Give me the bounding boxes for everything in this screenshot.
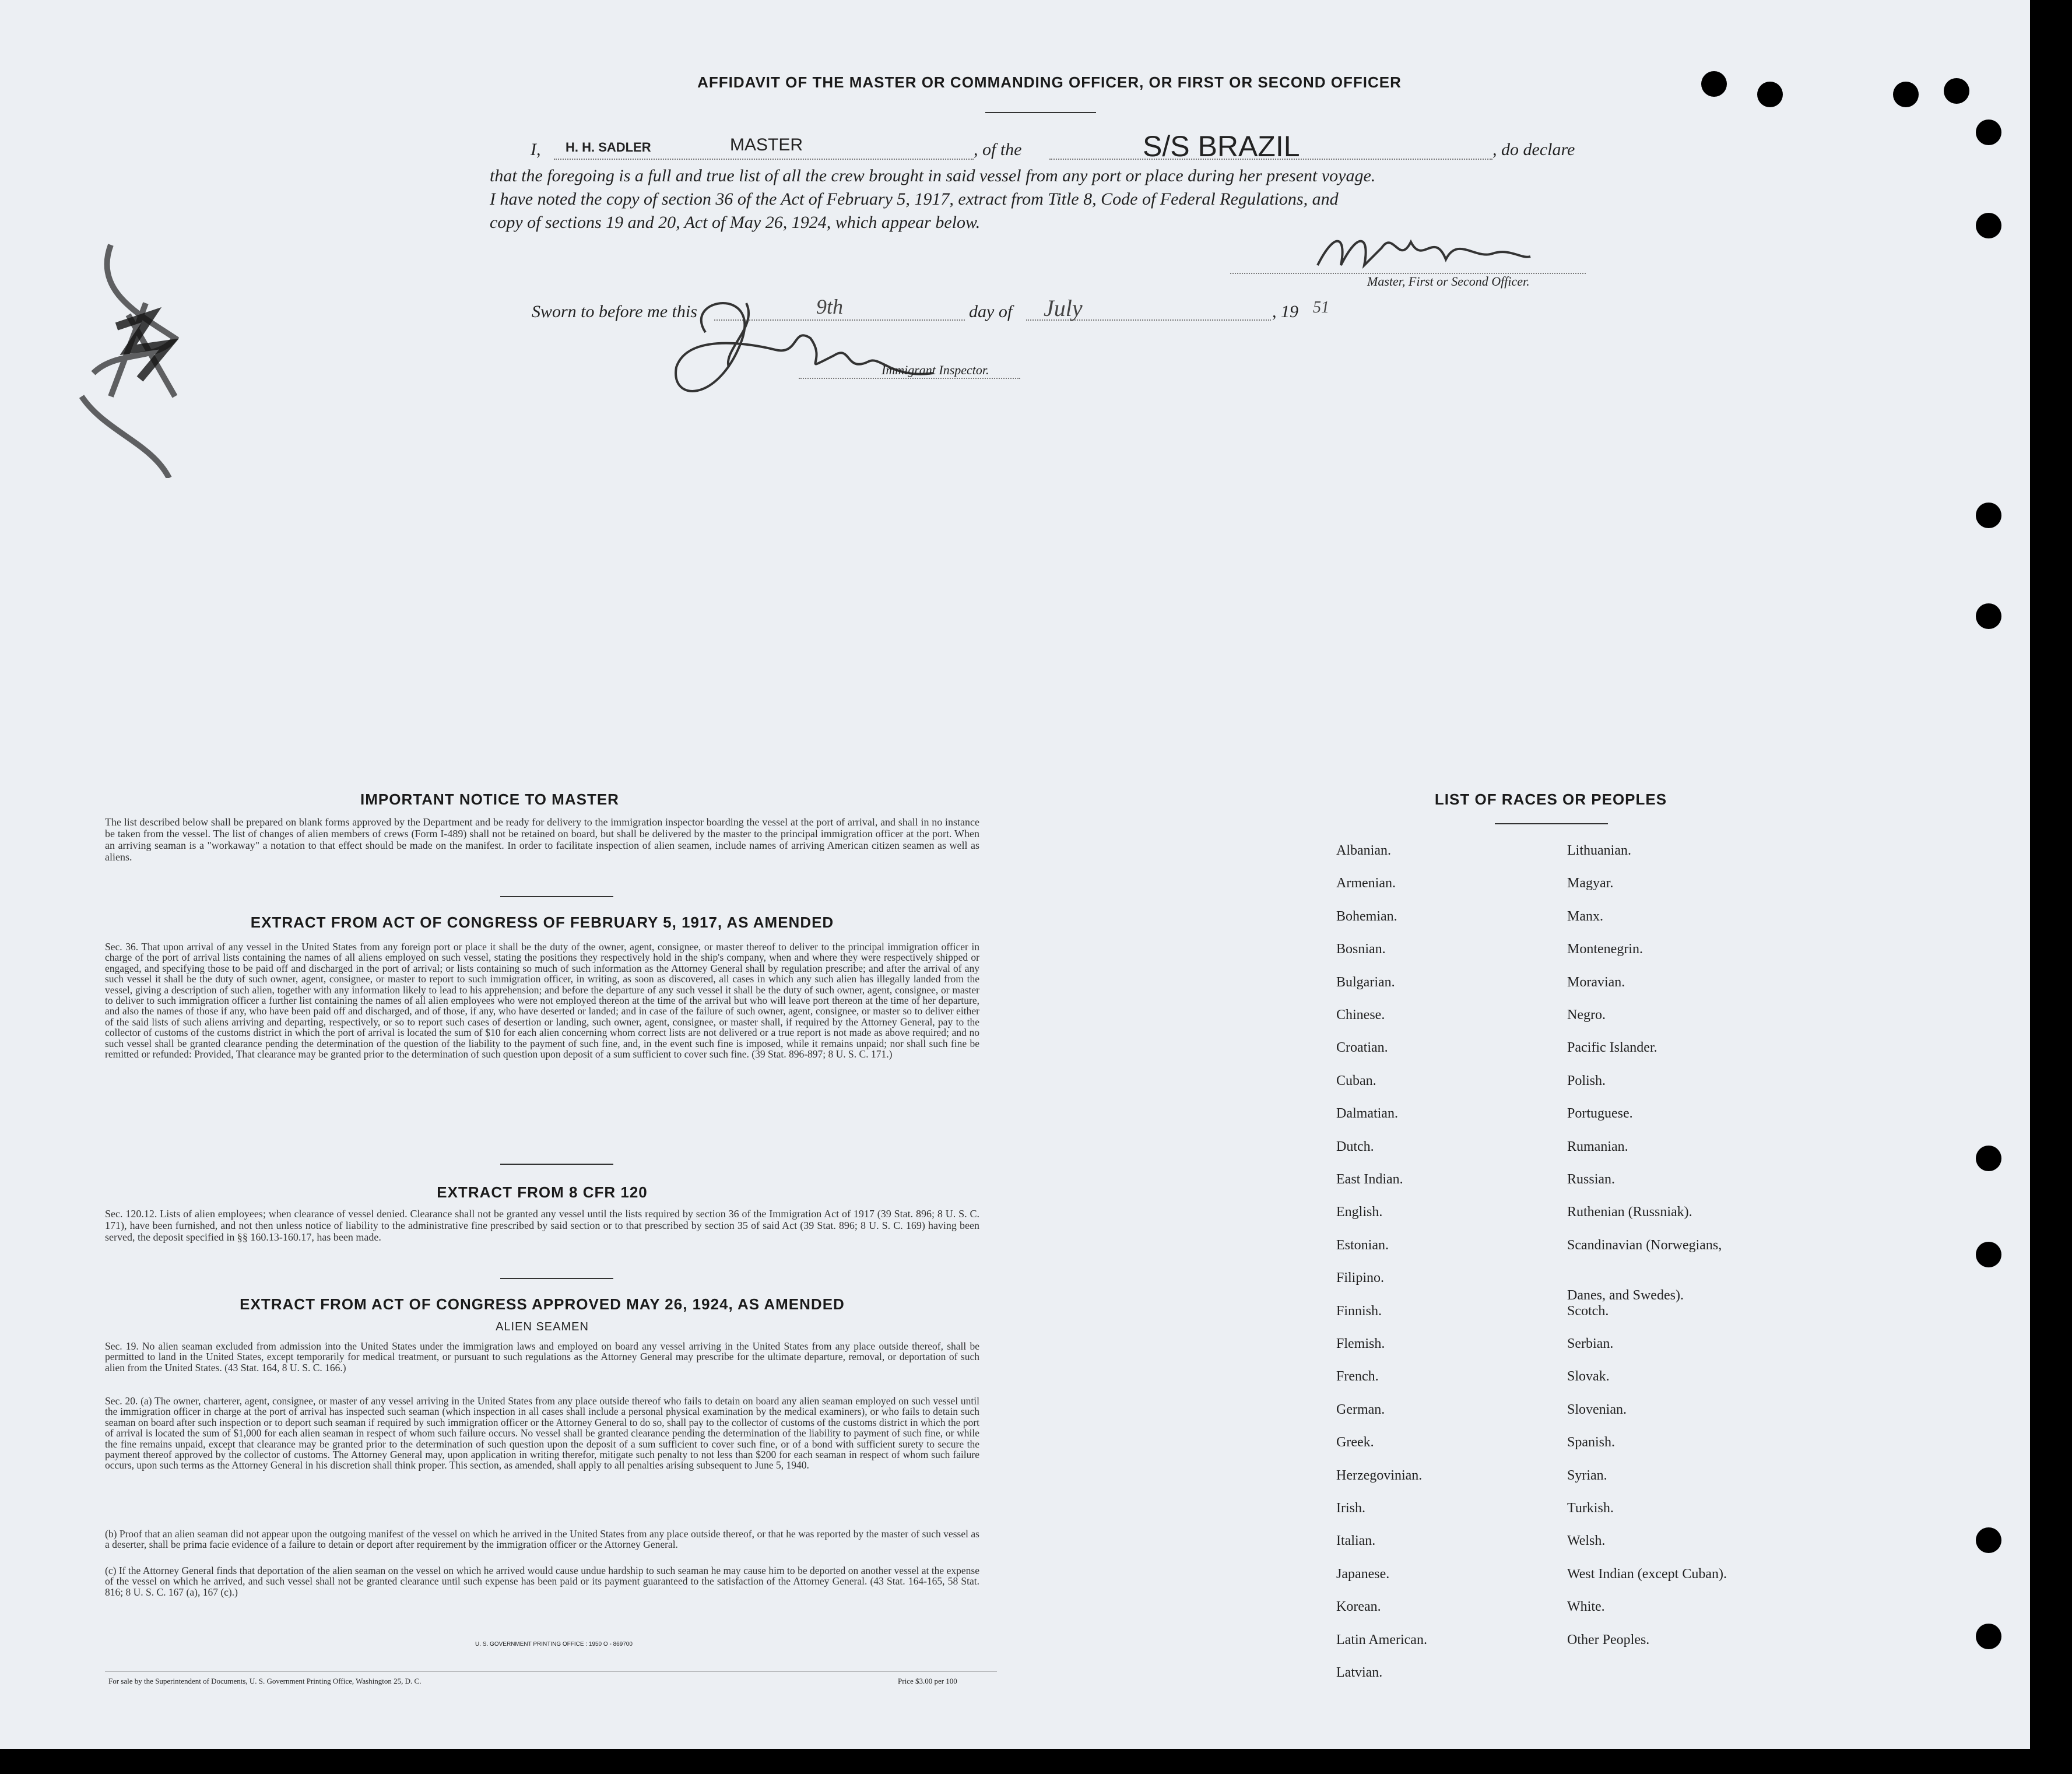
race-item: East Indian. xyxy=(1336,1172,1403,1187)
race-item: Bulgarian. xyxy=(1336,974,1395,990)
punch-hole xyxy=(1893,82,1919,107)
race-item: Turkish. xyxy=(1567,1501,1614,1516)
race-item: Lithuanian. xyxy=(1567,843,1631,858)
sworn-month: July xyxy=(1044,295,1083,321)
extract-1917-title: EXTRACT FROM ACT OF CONGRESS OF FEBRUARY 5, 1917, AS AMENDED xyxy=(250,914,834,931)
notice-title: IMPORTANT NOTICE TO MASTER xyxy=(360,791,619,808)
extract-1924-para-4: (c) If the Attorney General finds that deportation of the alien seaman on the vessel on which he arrived would cause undue hardship to such seaman he may cause him to be deported on another vessel at the expense of the vessel on which he arrived, and such vessel shall not be granted clearance until such expense has been paid or its payment guaranteed to the satisfaction of the Attorney General. (43 Stat. 164-165, 58 Stat. 816; 8 U. S. C. 167 (a), 167 (c).) xyxy=(105,1565,979,1598)
master-signature xyxy=(1312,224,1533,277)
race-item: Estonian. xyxy=(1336,1237,1389,1253)
race-item: Japanese. xyxy=(1336,1566,1390,1582)
race-item: Negro. xyxy=(1567,1007,1606,1023)
affidavit-line-2: that the foregoing is a full and true list of all the crew brought in said vessel from any port or place during her present voyage. xyxy=(490,166,1376,185)
race-item: Scandinavian (Norwegians, xyxy=(1567,1237,1722,1253)
race-item: Polish. xyxy=(1567,1073,1606,1088)
race-item: Other Peoples. xyxy=(1567,1632,1650,1647)
race-item: Magyar. xyxy=(1567,876,1614,891)
race-item: Croatian. xyxy=(1336,1040,1388,1056)
race-item: Serbian. xyxy=(1567,1336,1614,1351)
race-item: Dalmatian. xyxy=(1336,1106,1398,1122)
punch-hole xyxy=(1701,71,1727,97)
extract-1924-para-2: Sec. 20. (a) The owner, charterer, agent, consignee, or master of any vessel arriving in the United States from any place outside thereof who fails to detain on board any alien seaman employed on such vessel until the immigration officer in charge at the port of arrival has inspected such seaman (which inspection in all cases shall include a personal physical examination by the medical examiners), or who fails to detain such seaman on board after such inspection or to deport such seaman if required by such immigration officer or the Attorney General to do so, shall pay to the collector of customs of the customs district in which the port of arrival is located the sum of $1,000 for each alien seaman in respect of whom such failure occurs. No vessel shall be granted clearance pending the determination of the liability to payment of such fine, or while the fine remains unpaid, except that clearance may be granted prior to the determination of such question upon the deposit of a sum sufficient to cover such fine, or of a bond with sufficient surety to secure the payment thereof approved by the collector of customs. The Attorney General may, upon application in writing therefor, mitigate such penalty to not less than $200 for each seaman in respect of whom such failure occurs, upon such terms as the Attorney General in his discretion shall think proper. This section, as amended, shall apply to all penalties arising subsequent to June 5, 1940. xyxy=(105,1395,979,1471)
race-item: Italian. xyxy=(1336,1533,1376,1549)
affidavit-line-3: I have noted the copy of section 36 of the Act of February 5, 1917, extract from Title 8, Code of Federal Regulations, and xyxy=(490,189,1339,209)
affidavit-title: AFFIDAVIT OF THE MASTER OR COMMANDING OFFICER, OR FIRST OR SECOND OFFICER xyxy=(697,73,1402,91)
punch-hole xyxy=(1944,78,1969,104)
extract-cfr-body: Sec. 120.12. Lists of alien employees; when clearance of vessel denied. Clearance shall not be granted any vessel until the lists required by section 36 of the Immigration Act of 1917 (39 Stat. 896; 8 U. S. C. 171), have been furnished, and not then unless notice of liability to the administrative fine prescribed by said section or to that prescribed by section 35 of said Act (39 Stat. 896; 8 U. S. C. 169) having been served, the deposit specified in §§ 160.13-160.17, has been made. xyxy=(105,1208,979,1243)
vessel-name: S/S BRAZIL xyxy=(1143,130,1300,163)
race-item: Finnish. xyxy=(1336,1303,1382,1319)
race-item: French. xyxy=(1336,1369,1379,1385)
ink-smudge xyxy=(23,70,198,478)
inspector-signature-line xyxy=(799,378,1020,379)
race-item: Cuban. xyxy=(1336,1073,1376,1088)
notice-body: The list described below shall be prepared on blank forms approved by the Department and be ready for delivery to the immigration inspector boarding the vessel at the port of arrival, and shall in no instance be taken from the vessel. The list of changes of alien members of crews (Form I-489) shall not be retained on board, but shall be delivered by the master to the principal immigration officer at the port. When an arriving seaman is a "workaway" a notation to that effect should be made on the manifest. In order to facilitate inspection of alien seamen, include names of arriving American citizen seamen as well as aliens. xyxy=(105,816,979,863)
race-item: Latin American. xyxy=(1336,1632,1427,1647)
footer-sale-note: For sale by the Superintendent of Documents, U. S. Government Printing Office, Washington 25, D. C. xyxy=(108,1677,422,1685)
day-of-label: day of xyxy=(969,302,1013,321)
divider xyxy=(500,1164,613,1165)
race-item: Filipino. xyxy=(1336,1270,1385,1286)
race-item: Korean. xyxy=(1336,1599,1381,1615)
master-rank: MASTER xyxy=(730,135,803,154)
race-item: Syrian. xyxy=(1567,1467,1607,1483)
punch-hole xyxy=(1976,1527,2001,1553)
race-item: Danes, and Swedes). xyxy=(1567,1288,1684,1304)
divider xyxy=(985,112,1096,113)
divider xyxy=(500,1278,613,1279)
master-name: H. H. SADLER xyxy=(566,140,651,154)
year-prefix: , 19 xyxy=(1272,302,1298,321)
sworn-label: Sworn to before me this xyxy=(532,302,697,321)
affidavit-i-label: I, xyxy=(531,140,541,159)
race-item: Rumanian. xyxy=(1567,1139,1628,1154)
printer-note: U. S. GOVERNMENT PRINTING OFFICE : 1950 O - 869700 xyxy=(475,1641,633,1647)
extract-1917-body: Sec. 36. That upon arrival of any vessel in the United States from any foreign port or place it shall be the duty of the owner, agent, consignee, or master thereof to deliver to the principal immigration officer in charge of the port of arrival lists containing the names of all aliens employed on such vessel, stating the positions they respectively hold in the ship's company, when and where they were respectively shipped or engaged, and specifying those to be paid off and discharged in the port of arrival; or lists containing so much of such information as the Attorney General shall by regulation prescribe; and after the arrival of any such vessel it shall be the duty of such owner, agent, consignee, or master to report to such immigration officer, in writing, as soon as discovered, all cases in which any such alien has illegally landed from the vessel, giving a description of such alien, together with any information likely to lead to his apprehension; and before the departure of any such vessel it shall be the duty of such owner, agent, consignee, or master to deliver to such immigration officer a further list containing the names of all alien employees who were not employed thereon at the time of the arrival but who will leave port thereon at the time of her departure, and also the names of those if any, who have been paid off and discharged, and of those, if any, who have deserted or landed; and in case of the failure of such owner, agent, consignee, or master so to deliver either of the said lists of such aliens arriving and departing, respectively, or so to report such cases of desertion or landing, such owner, agent, consignee, or master shall, if required by the Attorney General, pay to the collector of customs of the customs district in which the port of arrival is located the sum of $10 for each alien concerning whom correct lists are not delivered or a true report is not made as above required; and no such vessel shall be granted clearance pending the determination of the question of the liability to the payment of such fine, and, in the event such fine is imposed, while it remains unpaid; nor shall such fine be remitted or refunded: Provided, That clearance may be granted prior to the determination of such question upon deposit of a sum sufficient to cover such fine. (39 Stat. 896-897; 8 U. S. C. 171.) xyxy=(105,941,979,1060)
sworn-day: 9th xyxy=(816,295,844,318)
extract-1924-para-3: (b) Proof that an alien seaman did not appear upon the outgoing manifest of the vessel on which he arrived in the United States from any place outside thereof, or that he was reported by the master of such vessel as a deserter, shall be prima facie evidence of a failure to detain or deport after requirement by the immigration officer or the Attorney General. xyxy=(105,1528,979,1551)
divider xyxy=(500,896,613,897)
footer-price: Price $3.00 per 100 xyxy=(898,1677,957,1685)
race-item: Montenegrin. xyxy=(1567,942,1643,957)
punch-hole xyxy=(1976,1146,2001,1171)
race-item: Dutch. xyxy=(1336,1139,1374,1154)
races-title: LIST OF RACES OR PEOPLES xyxy=(1434,791,1667,808)
inspector-label: Immigrant Inspector. xyxy=(882,363,989,377)
race-item: Spanish. xyxy=(1567,1435,1616,1450)
race-item: Chinese. xyxy=(1336,1007,1385,1023)
extract-1924-subtitle: ALIEN SEAMEN xyxy=(496,1320,589,1333)
race-item: Herzegovinian. xyxy=(1336,1467,1423,1483)
race-item: German. xyxy=(1336,1401,1385,1417)
master-signature-label: Master, First or Second Officer. xyxy=(1367,274,1530,289)
race-item: Scotch. xyxy=(1567,1303,1609,1319)
punch-hole xyxy=(1976,120,2001,145)
race-item: Manx. xyxy=(1567,908,1603,924)
race-item: Flemish. xyxy=(1336,1336,1385,1351)
punch-hole xyxy=(1976,1624,2001,1649)
race-item: West Indian (except Cuban). xyxy=(1567,1566,1727,1582)
punch-hole xyxy=(1976,503,2001,528)
name-line xyxy=(554,159,974,160)
race-item: Portuguese. xyxy=(1567,1106,1633,1122)
race-item: Bohemian. xyxy=(1336,908,1397,924)
do-declare-label: , do declare xyxy=(1492,140,1575,159)
year-suffix: 51 xyxy=(1313,298,1329,317)
punch-hole xyxy=(1976,1242,2001,1267)
race-item: English. xyxy=(1336,1204,1383,1220)
race-item: Latvian. xyxy=(1336,1665,1383,1680)
race-item: Ruthenian (Russniak). xyxy=(1567,1204,1692,1220)
race-item: White. xyxy=(1567,1599,1605,1615)
extract-cfr-title: EXTRACT FROM 8 CFR 120 xyxy=(437,1183,648,1201)
race-item: Slovak. xyxy=(1567,1369,1610,1385)
race-item: Armenian. xyxy=(1336,876,1396,891)
race-item: Welsh. xyxy=(1567,1533,1606,1549)
race-item: Albanian. xyxy=(1336,843,1391,858)
race-item: Pacific Islander. xyxy=(1567,1040,1657,1056)
of-the-label: , of the xyxy=(974,140,1022,159)
inspector-signature xyxy=(659,274,950,420)
divider xyxy=(1495,823,1608,824)
punch-hole xyxy=(1976,213,2001,238)
race-item: Irish. xyxy=(1336,1501,1365,1516)
race-item: Bosnian. xyxy=(1336,942,1386,957)
affidavit-line-4: copy of sections 19 and 20, Act of May 26, 1924, which appear below. xyxy=(490,213,981,232)
race-item: Russian. xyxy=(1567,1172,1616,1187)
race-item: Greek. xyxy=(1336,1435,1374,1450)
punch-hole xyxy=(1757,82,1783,107)
punch-hole xyxy=(1976,603,2001,629)
race-item: Slovenian. xyxy=(1567,1401,1627,1417)
extract-1924-para-1: Sec. 19. No alien seaman excluded from admission into the United States under the immigration laws and employed on board any vessel arriving in the United States from any place outside thereof, shall be permitted to land in the United States, except temporarily for medical treatment, or pursuant to such regulations as the Attorney General may prescribe for the ultimate departure, removal, or deportation of such alien from the United States. (43 Stat. 164, 8 U. S. C. 166.) xyxy=(105,1340,979,1373)
race-item: Moravian. xyxy=(1567,974,1625,990)
extract-1924-title: EXTRACT FROM ACT OF CONGRESS APPROVED MAY 26, 1924, AS AMENDED xyxy=(240,1295,845,1313)
